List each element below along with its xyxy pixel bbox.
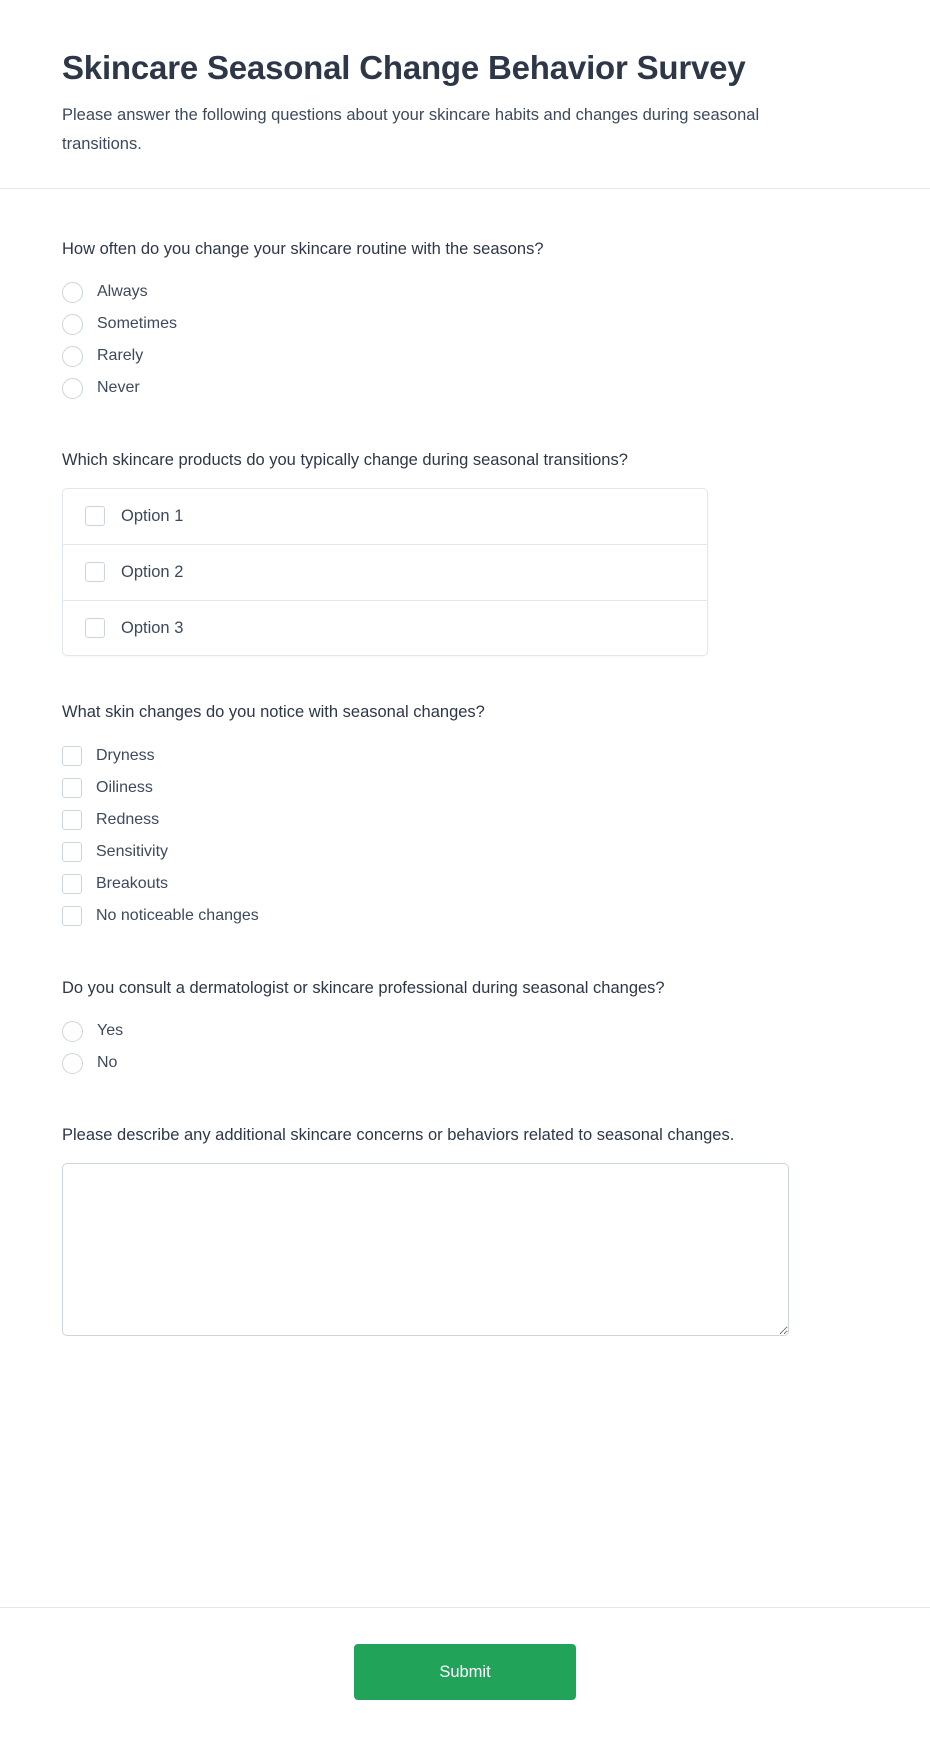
checkbox-option-breakouts[interactable] [62,868,868,900]
checkbox-icon[interactable] [62,778,82,798]
checkbox-icon[interactable] [62,906,82,926]
radio-option-yes[interactable] [62,1015,868,1047]
option-label: No [97,1054,118,1072]
option-label: Yes [97,1022,124,1040]
checkbox-icon[interactable] [62,746,82,766]
form-description: Please answer the following questions about your skincare habits and changes during seasonal transitions. [62,106,760,153]
question-label: Which skincare products do you typically change during seasonal transitions? [62,451,628,470]
checkbox-option-dryness[interactable] [62,740,868,772]
question-label: How often do you change your skincare routine with the seasons? [62,239,544,258]
checkbox-group-boxed [62,488,708,656]
page-title: Skincare Seasonal Change Behavior Survey [62,49,746,86]
radio-icon[interactable] [62,314,83,335]
question-products-changed [62,448,868,656]
option-label: Dryness [96,746,155,764]
checkbox-icon[interactable] [62,874,82,894]
question-routine-frequency [62,237,868,405]
checkbox-icon[interactable] [62,842,82,862]
submit-button[interactable]: Submit [354,1644,576,1700]
radio-option-never[interactable] [62,372,868,404]
radio-icon[interactable] [62,346,83,367]
option-label: Option 2 [121,562,184,581]
checkbox-icon[interactable] [85,562,105,582]
checkbox-option-3[interactable] [63,601,707,656]
checkbox-option-sensitivity[interactable] [62,836,868,868]
radio-icon[interactable] [62,1053,83,1074]
question-label: Do you consult a dermatologist or skincare professional during seasonal changes? [62,978,665,997]
checkbox-option-no-noticeable-changes[interactable] [62,900,868,932]
question-label: Please describe any additional skincare concerns or behaviors related to seasonal changes. [62,1126,735,1145]
radio-icon[interactable] [62,378,83,399]
option-label: Always [97,283,148,301]
option-label: Never [97,379,140,397]
radio-icon[interactable] [62,282,83,303]
form-header [0,0,930,189]
radio-icon[interactable] [62,1021,83,1042]
radio-option-always[interactable] [62,276,868,308]
checkbox-icon[interactable] [62,810,82,830]
form-footer [0,1607,930,1744]
option-label: Redness [96,810,160,828]
option-label: Option 1 [121,507,184,526]
option-label: Rarely [97,347,144,365]
option-label: Breakouts [96,874,169,892]
option-label: Oiliness [96,778,153,796]
option-label: Option 3 [121,618,184,637]
option-label: No noticeable changes [96,906,259,924]
form-body [0,189,930,1573]
option-label: Sensitivity [96,842,169,860]
option-label: Sometimes [97,315,178,333]
radio-option-no[interactable] [62,1047,868,1079]
checkbox-option-oiliness[interactable] [62,772,868,804]
checkbox-option-redness[interactable] [62,804,868,836]
checkbox-option-1[interactable] [63,489,707,545]
radio-option-rarely[interactable] [62,340,868,372]
checkbox-option-2[interactable] [63,545,707,601]
checkbox-icon[interactable] [85,506,105,526]
radio-option-sometimes[interactable] [62,308,868,340]
question-skin-changes [62,700,868,932]
question-additional-concerns [62,1123,868,1336]
question-consult-dermatologist [62,976,868,1080]
additional-concerns-textarea[interactable] [62,1163,789,1336]
checkbox-icon[interactable] [85,618,105,638]
question-label: What skin changes do you notice with seasonal changes? [62,703,485,722]
